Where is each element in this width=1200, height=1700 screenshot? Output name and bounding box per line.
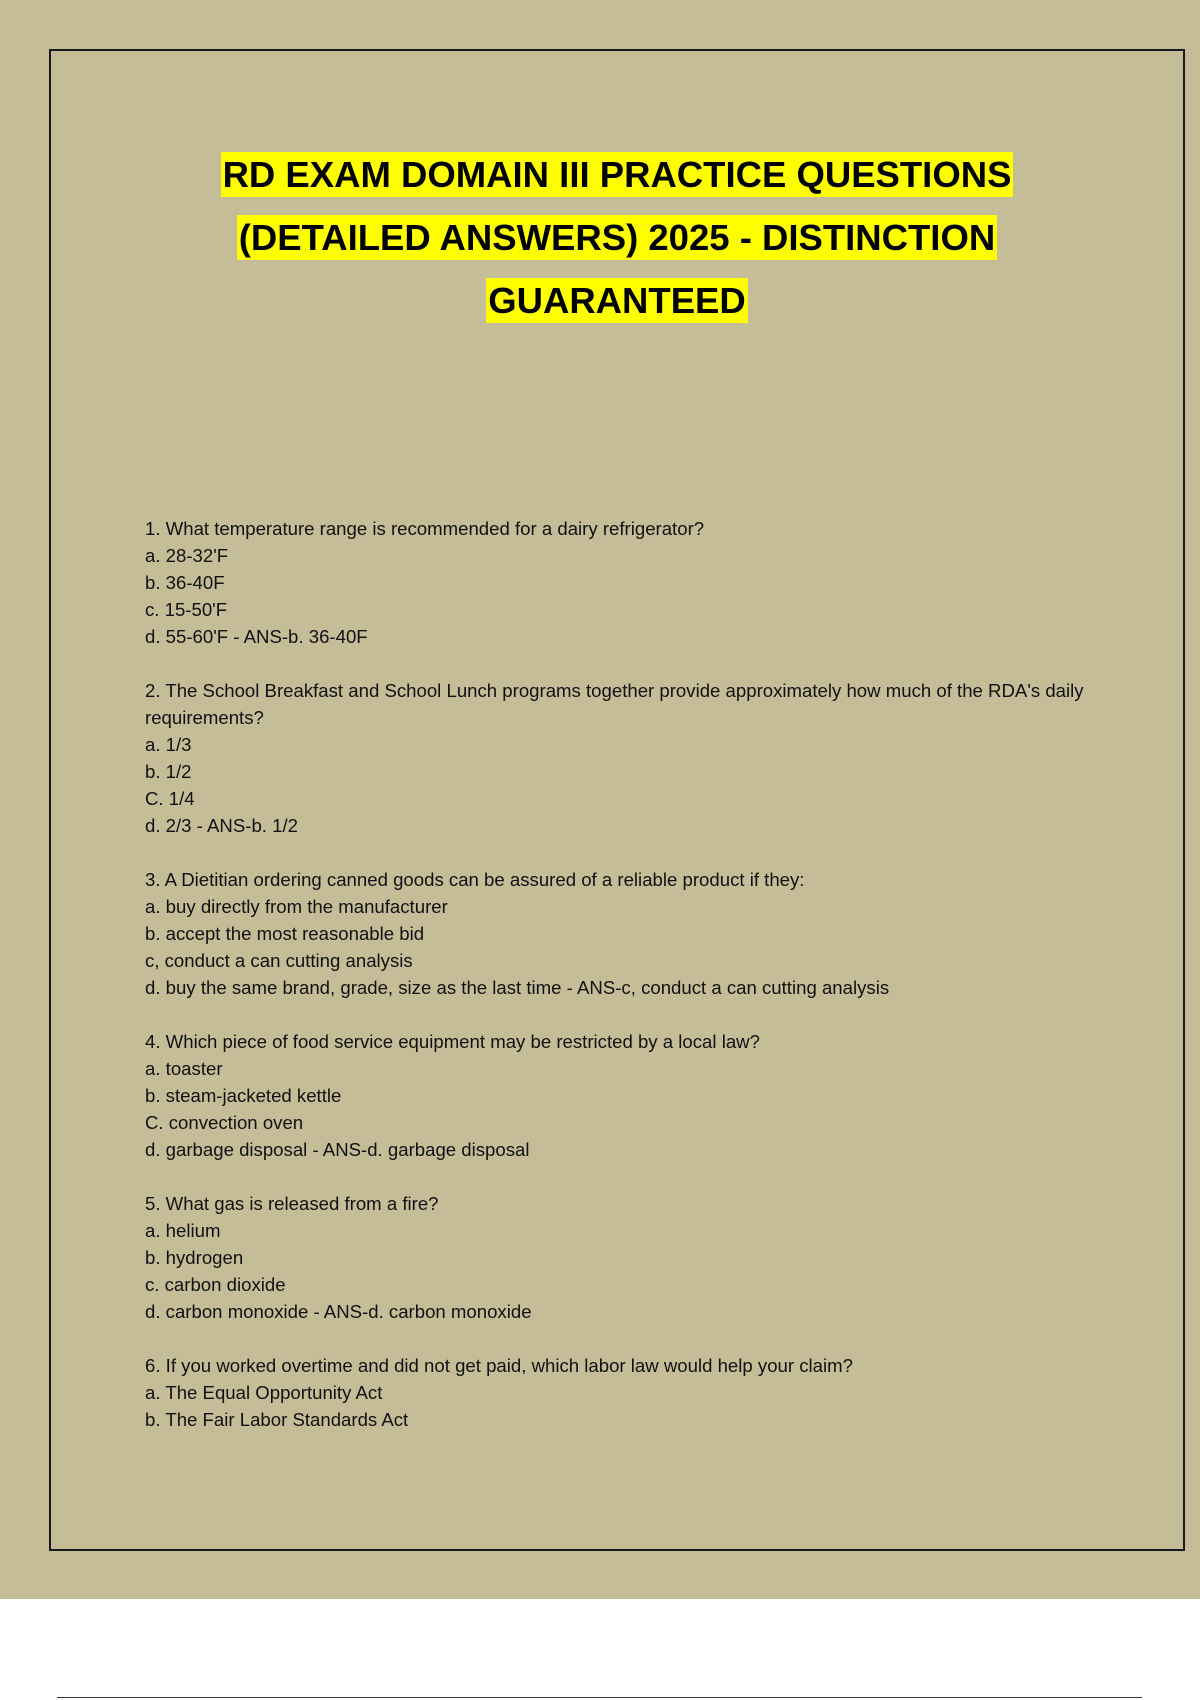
- answer-option: a. 28-32'F: [145, 545, 229, 566]
- question-list: [145, 515, 1145, 1460]
- answer-option: a. helium: [145, 1220, 221, 1241]
- answer-option: C. convection oven: [145, 1112, 304, 1133]
- answer-option: a. 1/3: [145, 734, 192, 755]
- question-3: [145, 866, 1145, 1001]
- question-text: 4. Which piece of food service equipment may be restricted by a local law?: [145, 1031, 760, 1052]
- question-text: 6. If you worked overtime and did not get paid, which labor law would help your claim?: [145, 1355, 853, 1376]
- answer-option: c, conduct a can cutting analysis: [145, 950, 413, 971]
- answer-option: b. accept the most reasonable bid: [145, 923, 425, 944]
- answer-option: d. carbon monoxide - ANS-d. carbon monoxide: [145, 1301, 532, 1322]
- document-title: [49, 143, 1185, 332]
- answer-option: C. 1/4: [145, 788, 195, 809]
- title-line-2: (DETAILED ANSWERS) 2025 - DISTINCTION: [238, 217, 996, 258]
- answer-option: b. hydrogen: [145, 1247, 244, 1268]
- question-text: 1. What temperature range is recommended for a dairy refrigerator?: [145, 518, 705, 539]
- question-5: [145, 1190, 1145, 1325]
- question-text: 2. The School Breakfast and School Lunch programs together provide approximately how much of the RDA's daily requirements?: [145, 680, 1084, 728]
- answer-option: c. carbon dioxide: [145, 1274, 286, 1295]
- answer-option: b. 36-40F: [145, 572, 225, 593]
- answer-option: d. garbage disposal - ANS-d. garbage disposal: [145, 1139, 530, 1160]
- answer-option: b. The Fair Labor Standards Act: [145, 1409, 409, 1430]
- question-2: [145, 677, 1145, 839]
- answer-option: a. The Equal Opportunity Act: [145, 1382, 383, 1403]
- question-6: [145, 1352, 1145, 1433]
- footer-divider: [57, 1697, 1142, 1698]
- answer-option: b. steam-jacketed kettle: [145, 1085, 342, 1106]
- title-line-3: GUARANTEED: [488, 280, 746, 321]
- answer-option: d. 2/3 - ANS-b. 1/2: [145, 815, 298, 836]
- answer-option: d. buy the same brand, grade, size as the last time - ANS-c, conduct a can cutting analysis: [145, 977, 890, 998]
- question-4: [145, 1028, 1145, 1163]
- answer-option: d. 55-60'F - ANS-b. 36-40F: [145, 626, 368, 647]
- question-text: 3. A Dietitian ordering canned goods can be assured of a reliable product if they:: [145, 869, 805, 890]
- answer-option: b. 1/2: [145, 761, 192, 782]
- answer-option: a. buy directly from the manufacturer: [145, 896, 448, 917]
- answer-option: c. 15-50'F: [145, 599, 228, 620]
- answer-option: a. toaster: [145, 1058, 223, 1079]
- question-text: 5. What gas is released from a fire?: [145, 1193, 439, 1214]
- question-1: [145, 515, 1145, 650]
- title-line-1: RD EXAM DOMAIN III PRACTICE QUESTIONS: [222, 154, 1012, 195]
